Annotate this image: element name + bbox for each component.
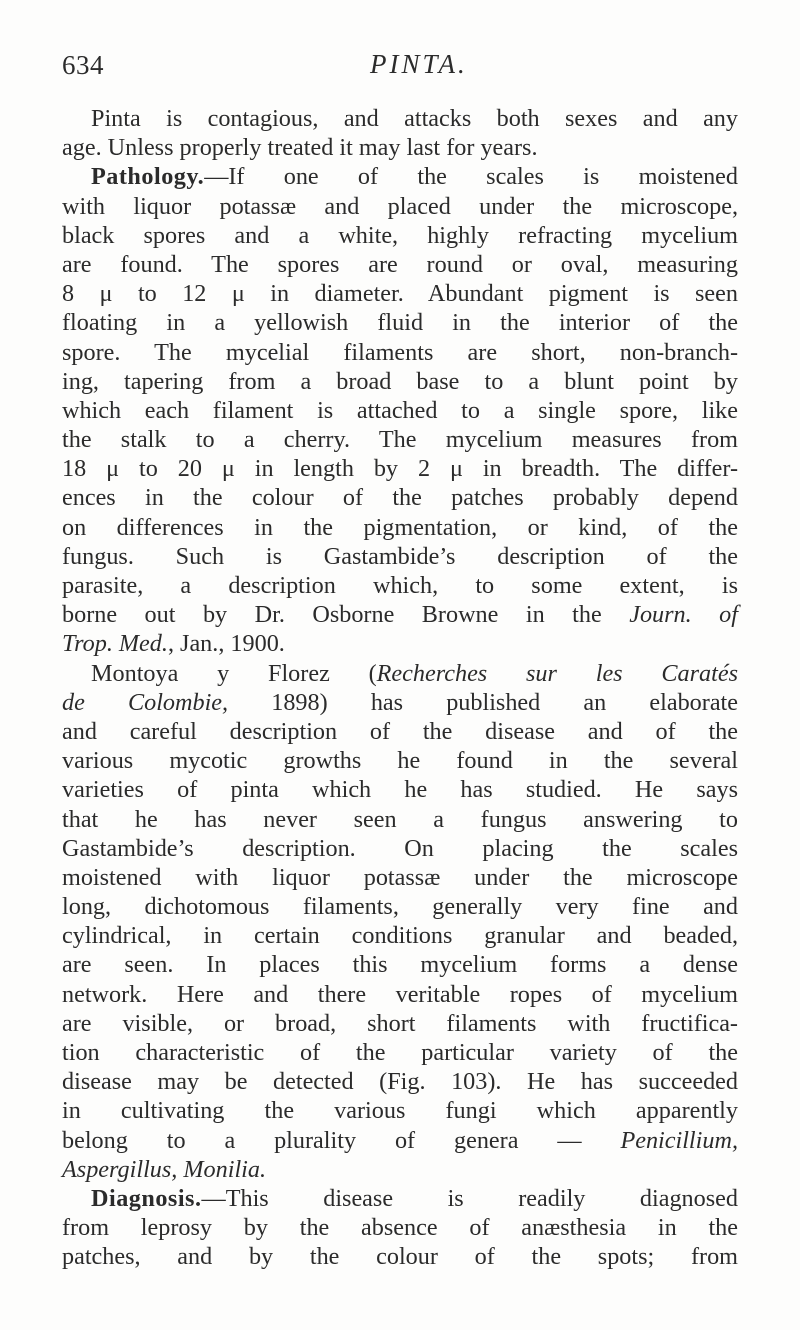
text-line <box>62 192 738 221</box>
text-line <box>62 454 738 483</box>
text-run: Montoya y Florez ( <box>91 659 377 687</box>
text-line <box>62 1067 738 1096</box>
text-line <box>62 279 738 308</box>
text-line <box>62 104 738 133</box>
text-run: are visible, or broad, short filaments with fructifica- <box>62 1009 738 1037</box>
text-run: fungus. Such is Gastambide’s description of the <box>62 542 738 570</box>
text-run: long, dichotomous filaments, generally very fine and <box>62 893 738 921</box>
text-line <box>62 571 738 600</box>
text-line <box>62 717 738 746</box>
text-run: ences in the colour of the patches probably depend <box>62 484 738 512</box>
text-run: on differences in the pigmentation, or kind, of the <box>62 513 738 541</box>
text-line <box>62 805 738 834</box>
text-run: age. Unless properly treated it may last for years. <box>62 134 538 162</box>
text-run: parasite, a description which, to some extent, is <box>62 572 738 599</box>
text-run: varieties of pinta which he has studied. He says <box>62 776 738 804</box>
text-line <box>62 162 738 191</box>
text-run: belong to a plurality of genera — <box>62 1126 621 1154</box>
text-line <box>62 221 738 250</box>
text-run: network. Here and there veritable ropes of mycelium <box>62 980 738 1008</box>
text-line <box>62 1242 738 1271</box>
text-run: cylindrical, in certain conditions granular and beaded, <box>62 922 738 950</box>
section-heading: Pathology. <box>91 163 205 191</box>
text-line <box>62 688 738 717</box>
running-title: PINTA. <box>370 49 468 79</box>
italic-text: Recherches sur les Caratés <box>376 659 738 687</box>
text-line <box>62 425 738 454</box>
text-run: spore. The mycelial filaments are short, non-branch- <box>62 338 738 366</box>
text-run: that he has never seen a fungus answering to <box>62 805 738 833</box>
text-line <box>62 600 738 629</box>
page-number: 634 <box>62 50 104 80</box>
text-line <box>62 1213 738 1242</box>
text-run: with liquor potassæ and placed under the microscope, <box>62 192 738 220</box>
text-line <box>62 483 738 512</box>
text-line <box>62 659 738 688</box>
text-run: Pinta is contagious, and attacks both sexes and any <box>91 105 738 132</box>
text-line <box>62 250 738 279</box>
italic-text: Penicillium, <box>620 1126 738 1154</box>
text-run: in cultivating the various fungi which apparently <box>62 1097 738 1125</box>
text-run: black spores and a white, highly refracting mycelium <box>62 221 738 249</box>
text-line <box>62 629 738 658</box>
text-line <box>62 1126 738 1155</box>
text-run: the stalk to a cherry. The mycelium measures from <box>62 426 738 454</box>
text-run: —This disease is readily diagnosed <box>201 1184 738 1212</box>
text-run: and careful description of the disease and of the <box>62 717 738 745</box>
text-run: disease may be detected (Fig. 103). He has succeeded <box>62 1068 738 1096</box>
text-line <box>62 1038 738 1067</box>
body-text <box>62 104 738 1272</box>
text-line <box>62 863 738 892</box>
text-line <box>62 133 738 162</box>
italic-text: Journ. of <box>629 601 738 629</box>
text-line <box>62 338 738 367</box>
text-line <box>62 1009 738 1038</box>
text-line <box>62 308 738 337</box>
italic-text: Trop. Med. <box>62 630 168 658</box>
text-run: 1898) has published an elaborate <box>228 688 739 716</box>
text-run: borne out by Dr. Osborne Browne in the <box>62 601 630 629</box>
text-run: tion characteristic of the particular variety of the <box>62 1039 738 1066</box>
text-line <box>62 892 738 921</box>
text-line <box>62 775 738 804</box>
text-line <box>62 1184 738 1213</box>
text-run: moistened with liquor potassæ under the microscope <box>62 863 738 891</box>
text-run: —If one of the scales is moistened <box>204 163 738 191</box>
text-run: , Jan., 1900. <box>167 630 285 658</box>
text-run: ing, tapering from a broad base to a blunt point by <box>62 367 738 395</box>
text-run: are seen. In places this mycelium forms a dense <box>62 951 738 979</box>
text-line <box>62 1096 738 1125</box>
text-line <box>62 367 738 396</box>
text-line <box>62 834 738 863</box>
text-line <box>62 950 738 979</box>
text-line <box>62 980 738 1009</box>
text-line <box>62 513 738 542</box>
text-run: from leprosy by the absence of anæsthesia in the <box>62 1214 738 1242</box>
text-line <box>62 542 738 571</box>
text-run: patches, and by the colour of the spots; from <box>62 1243 738 1271</box>
text-run: various mycotic growths he found in the several <box>62 747 738 775</box>
text-run: 8 μ to 12 μ in diameter. Abundant pigment is seen <box>62 280 738 308</box>
text-run: are found. The spores are round or oval, measuring <box>62 250 738 278</box>
text-run: which each filament is attached to a single spore, like <box>62 396 738 424</box>
text-line <box>62 921 738 950</box>
text-run: floating in a yellowish fluid in the interior of the <box>62 309 738 337</box>
section-heading: Diagnosis. <box>91 1184 202 1212</box>
text-run: 18 μ to 20 μ in length by 2 μ in breadth. The differ- <box>62 455 738 483</box>
text-line <box>62 396 738 425</box>
text-line <box>62 746 738 775</box>
italic-text: de Colombie, <box>62 688 229 716</box>
text-run: Gastambide’s description. On placing the scales <box>62 834 738 862</box>
italic-text: Aspergillus, Monilia. <box>62 1155 267 1183</box>
text-line <box>62 1155 738 1184</box>
